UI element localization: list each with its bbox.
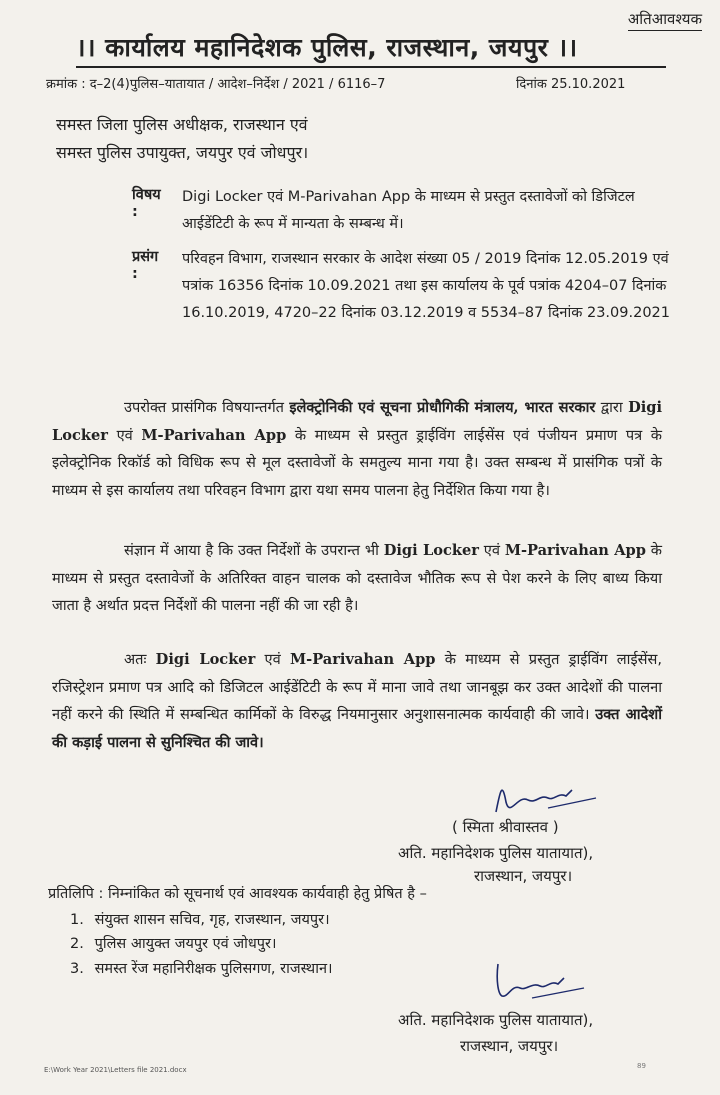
reference-label: प्रसंग :	[132, 249, 159, 282]
p3-digilocker: Digi Locker	[155, 651, 256, 668]
signatory-1-place: राजस्थान, जयपुर।	[474, 867, 573, 885]
subject-text: Digi Locker एवं M-Parivahan App के माध्यम से प्रस्तुत दस्तावेजों को डिजिटल आईडेंटिटी के रूप में मान्यता के सम्बन्ध में।	[182, 189, 635, 232]
p3-s0: अतः	[124, 651, 156, 668]
addressee-line-1: समस्त जिला पुलिस अधीक्षक, राजस्थान एवं	[56, 115, 308, 134]
urgent-label: अतिआवश्यक	[628, 9, 702, 31]
signatory-1-title: अति. महानिदेशक पुलिस यातायात),	[398, 844, 594, 862]
subject-label: विषय :	[132, 187, 161, 220]
paragraph-3	[52, 646, 662, 756]
copy-item-text: समस्त रेंज महानिरीक्षक पुलिसगण, राजस्थान।	[94, 961, 333, 977]
p3-s2: एवं	[255, 651, 290, 668]
p2-s2: एवं	[478, 542, 505, 559]
copy-to-intro: प्रतिलिपि : निम्नांकित को सूचनार्थ एवं आवश्यक कार्यवाही हेतु प्रेषित है –	[48, 886, 427, 902]
p1-s6: के माध्यम से प्रस्तुत ड्राईविंग लाईसेंस एवं पंजीयन प्रमाण पत्र के इलेक्ट्रोनिक रिकॉर्ड को विधिक रूप से मूल दस्तावेजों के समतुल्य माना गया है। उक्त सम्बन्ध में प्रासंगिक पत्रों के माध्यम से इस कार्यालय तथा परिवहन विभाग द्वारा यथा समय पालना हेतु निर्देशित किया गया है।	[52, 426, 662, 499]
copy-list-item	[70, 909, 330, 929]
copy-list-item	[70, 933, 276, 953]
p1-s2: द्वारा	[595, 399, 629, 416]
p1-s4: एवं	[107, 426, 142, 444]
p2-digilocker: Digi Locker	[383, 542, 479, 559]
paragraph-2	[52, 537, 662, 620]
file-path-footer: E:\Work Year 2021\Letters file 2021.docx	[44, 1066, 187, 1074]
p3-mparivahan: M-Parivahan App	[289, 651, 436, 668]
signatory-1-name: ( स्मिता श्रीवास्तव )	[452, 818, 559, 836]
ref-number: क्रमांक : द–2(4)पुलिस–यातायात / आदेश–निर्देश / 2021 / 6116–7	[46, 77, 386, 92]
p3-strict-compliance: उक्त आदेशों की कड़ाई पालना से सुनिश्चित की जावे।	[52, 706, 662, 751]
reference-text: परिवहन विभाग, राजस्थान सरकार के आदेश संख्या 05 / 2019 दिनांक 12.05.2019 एवं पत्रांक 16356 दिनांक 10.09.2021 तथा इस कार्यालय के पूर्व पत्रांक 4204–07 दिनांक 16.10.2019, 4720–22 दिनांक 03.12.2019 व 5534–87 दिनांक 23.09.2021	[182, 251, 670, 321]
p1-mparivahan: M-Parivahan App	[141, 426, 287, 444]
copy-item-number: 2.	[70, 936, 84, 952]
reference-number-line	[46, 74, 666, 92]
p2-s0: संज्ञान में आया है कि उक्त निर्देशों के उपरान्त भी	[124, 542, 384, 559]
signatory-2-place: राजस्थान, जयपुर।	[460, 1037, 559, 1055]
signature-2	[488, 958, 598, 1006]
p1-ministry: इलेक्ट्रोनिकी एवं सूचना प्रोधौगिकी मंत्रालय, भारत सरकार	[289, 399, 596, 416]
p3-s4: के माध्यम से प्रस्तुत ड्राईविंग लाईसेंस, रजिस्ट्रेशन प्रमाण पत्र आदि को डिजिटल आईडेंटिटी के रूप में माना जावे तथा जानबूझ कर उक्त आदेशों की पालना नहीं करने की स्थिति में सम्बन्धित कार्मिकों के विरुद्ध नियमानुसार अनुशासनात्मक कार्यवाही की जावे।	[52, 651, 662, 723]
p1-s0: उपरोक्त प्रासंगिक विषयान्तर्गत	[124, 399, 290, 416]
p1-digilocker: Digi Locker	[52, 399, 663, 444]
copy-item-number: 3.	[70, 961, 84, 977]
p2-mparivahan: M-Parivahan App	[504, 542, 646, 559]
addressee-line-2: समस्त पुलिस उपायुक्त, जयपुर एवं जोधपुर।	[56, 143, 309, 162]
office-header: ।। कार्यालय महानिदेशक पुलिस, राजस्थान, जयपुर ।।	[76, 30, 666, 68]
paragraph-1	[52, 394, 662, 504]
copy-item-text: पुलिस आयुक्त जयपुर एवं जोधपुर।	[94, 936, 277, 952]
p2-s4: के माध्यम से प्रस्तुत दस्तावेजों के अतिरिक्त वाहन चालक को दस्तावेज भौतिक रूप से पेश करने के लिए बाध्य किया जाता है अर्थात प्रदत्त निर्देशों की पालना नहीं की जा रही है।	[52, 542, 662, 614]
letter-date: दिनांक 25.10.2021	[516, 77, 626, 92]
signatory-2-title: अति. महानिदेशक पुलिस यातायात),	[398, 1011, 594, 1029]
copy-list-item	[70, 958, 333, 978]
signature-1	[488, 772, 608, 822]
page-number: 89	[637, 1062, 646, 1070]
copy-item-number: 1.	[70, 912, 84, 928]
copy-item-text: संयुक्त शासन सचिव, गृह, राजस्थान, जयपुर।	[94, 912, 330, 928]
